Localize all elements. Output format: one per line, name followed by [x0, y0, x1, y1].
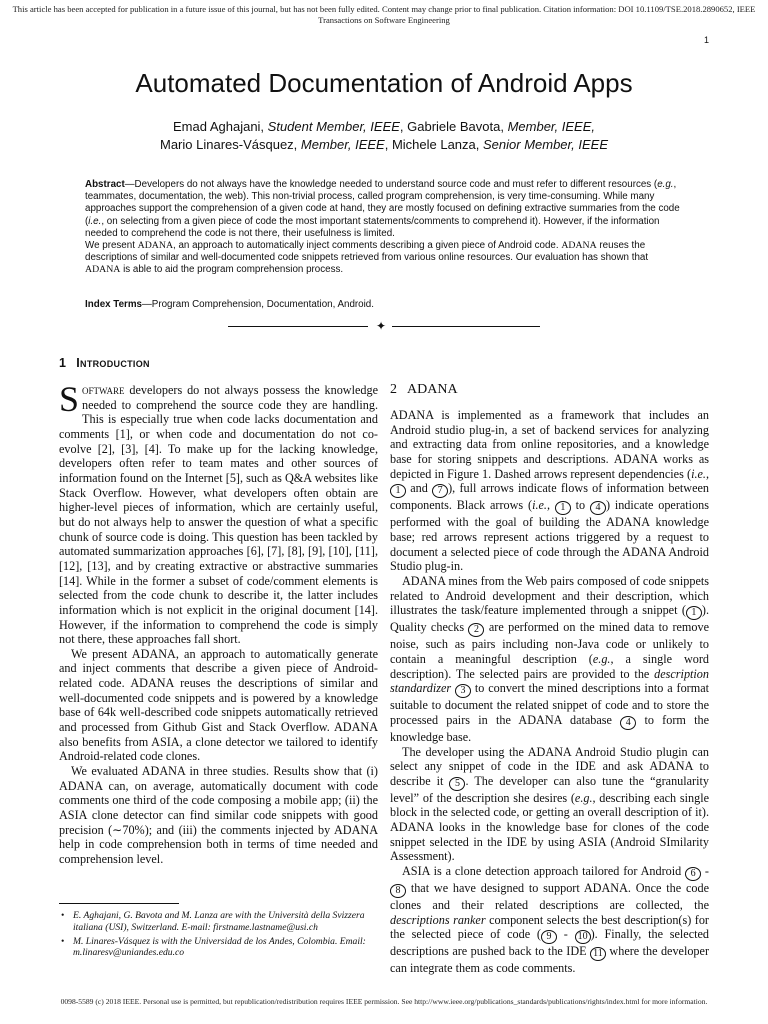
adana-name: ADANA: [561, 240, 597, 252]
step-marker-8: 8: [390, 884, 406, 898]
divider-diamond-icon: ✦: [376, 319, 387, 333]
paragraph-text: where the developer can integrate them as code comments.: [390, 944, 709, 976]
intro-paragraph-2: We present ADANA, an approach to automatically generate and inject comments that describe a given piece of Android-related code. ADANA reuses the descriptions of similar and well-documented code snippets and is powered by a knowledge base of 64k well-described code snippets automatically retrieved and processed from Github Gist and Stack Overflow. ADANA also benefits from ASIA, a clone detector we tailored to identify Android-related code clones.: [59, 646, 378, 764]
drop-cap: S: [59, 379, 80, 419]
bullet-icon: •: [61, 935, 65, 947]
step-marker-2: 2: [468, 623, 484, 637]
author-line-1: [0, 118, 768, 136]
author-name: Emad Aghajani,: [172, 119, 268, 134]
paragraph-text: ADANA is implemented as a framework that includes an Android studio plug-in, a set of backend services for analyzing and extracting data from online repositories, and a knowledge base for storing snippets and descriptions. ADANA works as depicted in Figure 1. Dashed arrows represent dependencies (: [390, 408, 709, 481]
step-marker-3: 3: [455, 684, 471, 698]
section-heading-introduction: [59, 356, 150, 370]
author-name: , Michele Lanza,: [384, 137, 483, 152]
section-number: 2: [390, 382, 397, 397]
paragraph-text: describing each single block in the selected code, or getting an overall description of it). ADANA looks in the knowledge base for clones of the code snippet selected in the IDE by using ASIA (Android SImilarity Assessment).: [390, 790, 709, 864]
step-marker-9: 9: [541, 930, 557, 944]
paragraph-text: to form the knowledge base.: [390, 712, 709, 744]
paragraph-text: ). Finally, the selected descriptions are pushed back to the IDE: [390, 927, 710, 959]
intro-paragraph-3: We evaluated ADANA in three studies. Results show that (i) ADANA can, on average, automatically document with code comments one third of the code composing a mobile app; (ii) the ASIA clone detector can find similar code snippets with good precision (∼70%); and (iii) the comments injected by ADANA help in code comprehension both in terms of time needed and comprehension level.: [59, 764, 378, 866]
divider-line-left: [228, 326, 368, 327]
author-role: Senior Member, IEEE: [483, 137, 608, 152]
adana-paragraph-1: [390, 408, 709, 574]
abstract-text: i.e.: [88, 215, 102, 227]
paragraph-text: that we have designed to support ADANA. Once the code clones and their related descriptions are collected, the: [390, 881, 709, 913]
paragraph-text: a single word description). The selected pairs are provided to the: [390, 651, 709, 681]
journal-banner: [0, 4, 768, 26]
adana-paragraph-4: [390, 864, 709, 976]
abstract-label: Abstract: [85, 179, 125, 190]
paragraph-text: -: [701, 864, 709, 879]
page-number: 1: [703, 35, 709, 45]
step-marker-4: 4: [590, 501, 606, 515]
paragraph-text: e.g.,: [574, 790, 596, 805]
abstract-text: is able to aid the program comprehension process.: [120, 264, 344, 276]
step-marker-11: 11: [590, 947, 606, 961]
abstract-text: , an approach to automatically inject comments describing a given piece of Android code.: [173, 240, 562, 252]
paragraph-text: description standardizer: [390, 666, 709, 696]
abstract-text: e.g.: [657, 179, 674, 190]
step-marker-5: 5: [449, 777, 465, 791]
paragraph-text: ). Quality checks: [390, 603, 709, 635]
author-list: [0, 118, 768, 154]
abstract-paragraph-1: [85, 179, 685, 240]
paragraph-text: to: [570, 498, 590, 513]
section-title: ADANA: [407, 382, 458, 397]
author-role: Member, IEEE: [300, 137, 385, 152]
section-heading-adana: [390, 382, 458, 398]
paragraph-text: are performed on the mined data to remove noise, such as pairs including non-Java code or unlikely to contain a meaningful description (: [390, 620, 710, 666]
section-divider: [228, 320, 540, 332]
author-line-2: [0, 136, 768, 154]
abstract-paragraph-2: [85, 240, 685, 277]
paragraph-text: e.g.,: [592, 651, 614, 666]
paragraph-text: The developer using the ADANA Android Studio plugin can select any snippet of code in the IDE and ask ADANA to describe it: [390, 744, 709, 788]
footnote-text: M. Linares-Vásquez is with the Universidad de los Andes, Colombia. Email: m.linaresv@uniandes.edu.co: [73, 935, 366, 959]
abstract-text: reuses the descriptions of similar and well-documented code snippets retrieved from various online resources. Our evaluation has shown that: [85, 240, 649, 264]
step-marker-6: 6: [685, 867, 701, 881]
abstract-text: , on selecting from a given piece of code the most important statements/comments to comprehend it). However, if the information needed to comprehend the code is not there, their usefulness is limited.: [85, 215, 660, 239]
paragraph-text: ASIA is a clone detection approach tailored for Android: [402, 864, 686, 879]
small-caps-word: oftware: [82, 383, 125, 397]
copyright-footer: 0098-5589 (c) 2018 IEEE. Personal use is permitted, but republication/redistribution requires IEEE permission. See http://www.ieee.org/publications_standards/publications/rights/index.html for more information.: [60, 997, 708, 1006]
footnotes: [59, 910, 378, 961]
footnote-1: [59, 910, 378, 934]
step-marker-1: 1: [686, 606, 702, 620]
abstract: [85, 179, 685, 277]
paragraph-text: ) indicate operations performed with the goal of building the ADANA knowledge base; red arrows represent actions triggered by a request to document a selected piece of code through the ADANA Android Studio plug-in.: [390, 498, 709, 574]
paragraph-text: . The developer can also tune the “granularity level” of the description she desires (: [390, 773, 709, 805]
right-column: [390, 408, 709, 976]
adana-paragraph-2: [390, 574, 709, 745]
divider-line-right: [392, 326, 540, 327]
index-terms: [85, 299, 685, 311]
paragraph-text: ), full arrows indicate flows of information between components. Black arrows (: [390, 481, 709, 513]
paragraph-text: -: [556, 927, 575, 942]
index-terms-label: Index Terms: [85, 299, 142, 310]
intro-paragraph-1: [59, 379, 378, 647]
paper-title: Automated Documentation of Android Apps: [135, 68, 633, 98]
paragraph-text: i.e.,: [691, 466, 709, 481]
bullet-icon: •: [61, 910, 65, 921]
author-role: Member, IEEE,: [507, 119, 595, 134]
footnote-text: E. Aghajani, G. Bavota and M. Lanza are with the Università della Svizzera italiana (USI), Switzerland. E-mail: firstname.lastname@usi.ch: [73, 910, 365, 933]
index-terms-text: —Program Comprehension, Documentation, Android.: [142, 299, 374, 310]
paragraph-text: descriptions ranker: [390, 912, 486, 927]
step-marker-1: 1: [555, 501, 571, 515]
footnote-2: [59, 936, 378, 960]
abstract-text: , teammates, documentation, the web). This non-trivial process, called program comprehension, is very time-consuming. While many approaches support the comprehension of a given code at hand, they are mostly focused on defining extractive summaries from the code (: [85, 179, 680, 227]
author-role: Student Member, IEEE: [267, 119, 400, 134]
section-number: 1: [59, 356, 67, 370]
adana-paragraph-3: [390, 745, 709, 865]
footnote-rule: [59, 903, 179, 904]
abstract-text: We present: [85, 240, 138, 252]
paragraph-text: component selects the best description(s) for the selected piece of code (: [390, 912, 709, 942]
paragraph-text: to convert the mined descriptions into a format suitable to document the related snippet of code and to store the processed pairs in the ADANA database: [390, 681, 709, 727]
step-marker-10: 10: [575, 930, 591, 944]
adana-name: ADANA: [85, 264, 121, 276]
banner-line-2: Transactions on Software Engineering: [318, 15, 450, 25]
step-marker-1: 1: [390, 484, 406, 498]
paragraph-text: and: [406, 481, 433, 496]
step-marker-4: 4: [620, 716, 636, 730]
abstract-text: —Developers do not always have the knowledge needed to understand source code and must refer to different resources (: [124, 179, 658, 190]
step-marker-7: 7: [432, 484, 448, 498]
adana-name: ADANA: [137, 240, 174, 252]
paragraph-text: ADANA mines from the Web pairs composed of code snippets related to Android development and their description, which illustrates the task/feature implemented through a snippet (: [390, 573, 709, 618]
left-column: [59, 379, 378, 867]
paragraph-text: i.e.,: [532, 498, 550, 513]
author-name: , Gabriele Bavota,: [399, 119, 508, 134]
author-name: Mario Linares-Vásquez,: [160, 137, 301, 152]
section-title: Introduction: [76, 356, 150, 370]
banner-line-1: This article has been accepted for publication in a future issue of this journal, but has not been fully edited. Content may change prior to final publication. Citation information: DOI 10.1109/TSE.2018.2890652, IEEE: [12, 4, 756, 14]
paragraph-text: developers do not always possess the knowledge needed to comprehend the source code they are handling. This is especially true when code lacks documentation and comments [1], or when code and documentation do not co-evolve [2], [3], [4]. To make up for the lacking knowledge, developers often refer to team mates and other sources of information found on the Internet [5], such as Q&A websites like Stack Overflow. However, what developers often obtain are higher-level pieces of information, which are certainly useful, but do not always help to answer the question of what a specific chunk of source code is doing. This question has been tackled by automated summarization approaches [6], [7], [8], [9], [10], [11], [12], [13], and by creating extractive or abstractive summaries [14]. While in the former a subset of code/comment elements is selected from the code chunk to describe it, the latter includes information which is not explicit in the original document [14]. However, if the information to comprehend the code is simply not there, these approaches fall short.: [59, 383, 378, 647]
